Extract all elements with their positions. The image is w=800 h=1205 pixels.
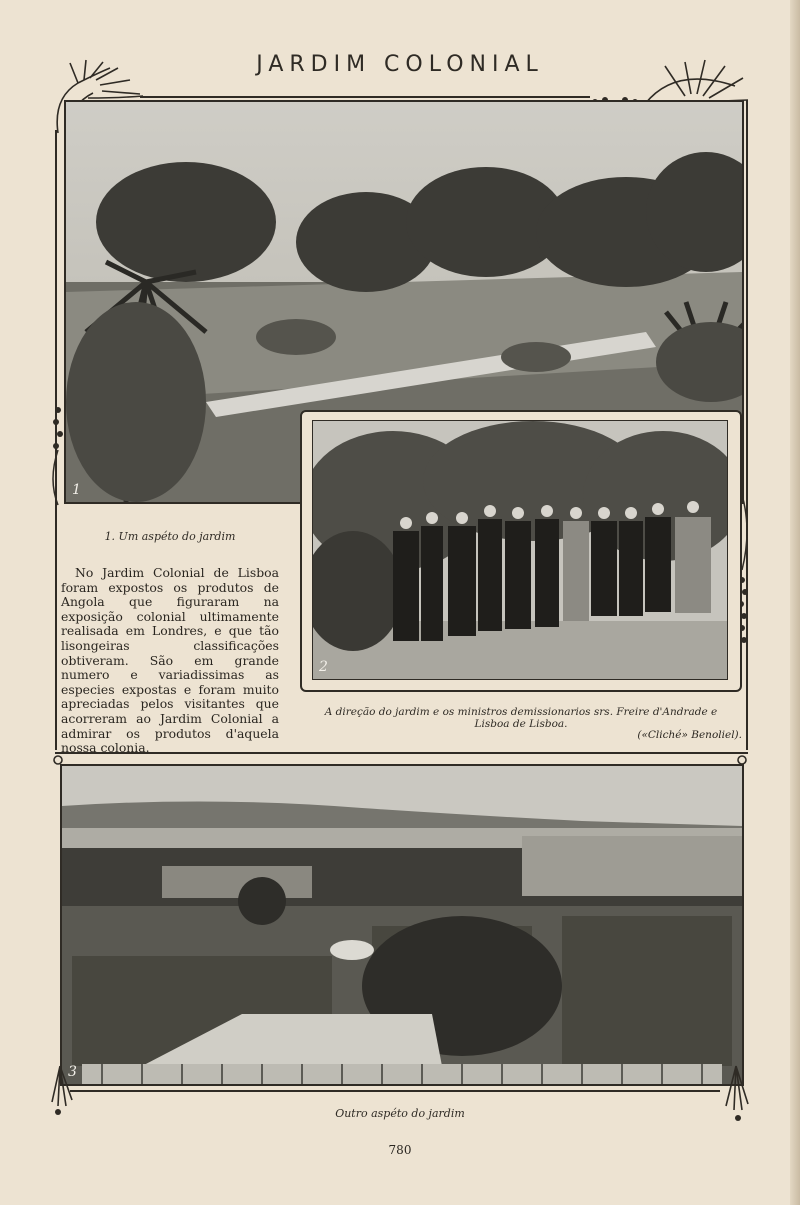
- photo-number-3: 3: [68, 1064, 77, 1080]
- photo-number-2: 2: [319, 659, 328, 675]
- photo-number-1: 1: [72, 482, 81, 498]
- page-number: 780: [388, 1143, 412, 1157]
- caption-photo-2-line2: Lisboa de Lisboa.: [474, 718, 568, 730]
- page-title: JARDIM COLONIAL: [256, 52, 544, 77]
- frame-line-bottom: [70, 1090, 720, 1092]
- caption-photo-2-line1: A direção do jardim e os ministros demissionarios srs. Freire d'Andrade e: [324, 706, 718, 718]
- caption-photo-1: 1. Um aspéto do jardim: [104, 530, 236, 543]
- photo-garden-directors-2: [312, 420, 728, 680]
- photo-credit: («Cliché» Benoliel).: [637, 729, 742, 741]
- caption-photo-3: Outro aspéto do jardim: [335, 1107, 465, 1120]
- page-gutter-shadow: [790, 0, 800, 1205]
- photo-garden-view-3: [60, 764, 744, 1086]
- article-text: No Jardim Colonial de Lisboa foram expostos os produtos de Angola que figuraram na exposição colonial ultimamente realisada em Londres, e que tão lisongeiras classificações obtiveram. São em grande numero e variadissimas as especies expostas e foram muito apreciadas pelos visitantes que acorreram ao Jardim Colonial a admirar os produtos d'aquela nossa colonia.: [61, 565, 279, 756]
- frame-line-top: [140, 96, 590, 98]
